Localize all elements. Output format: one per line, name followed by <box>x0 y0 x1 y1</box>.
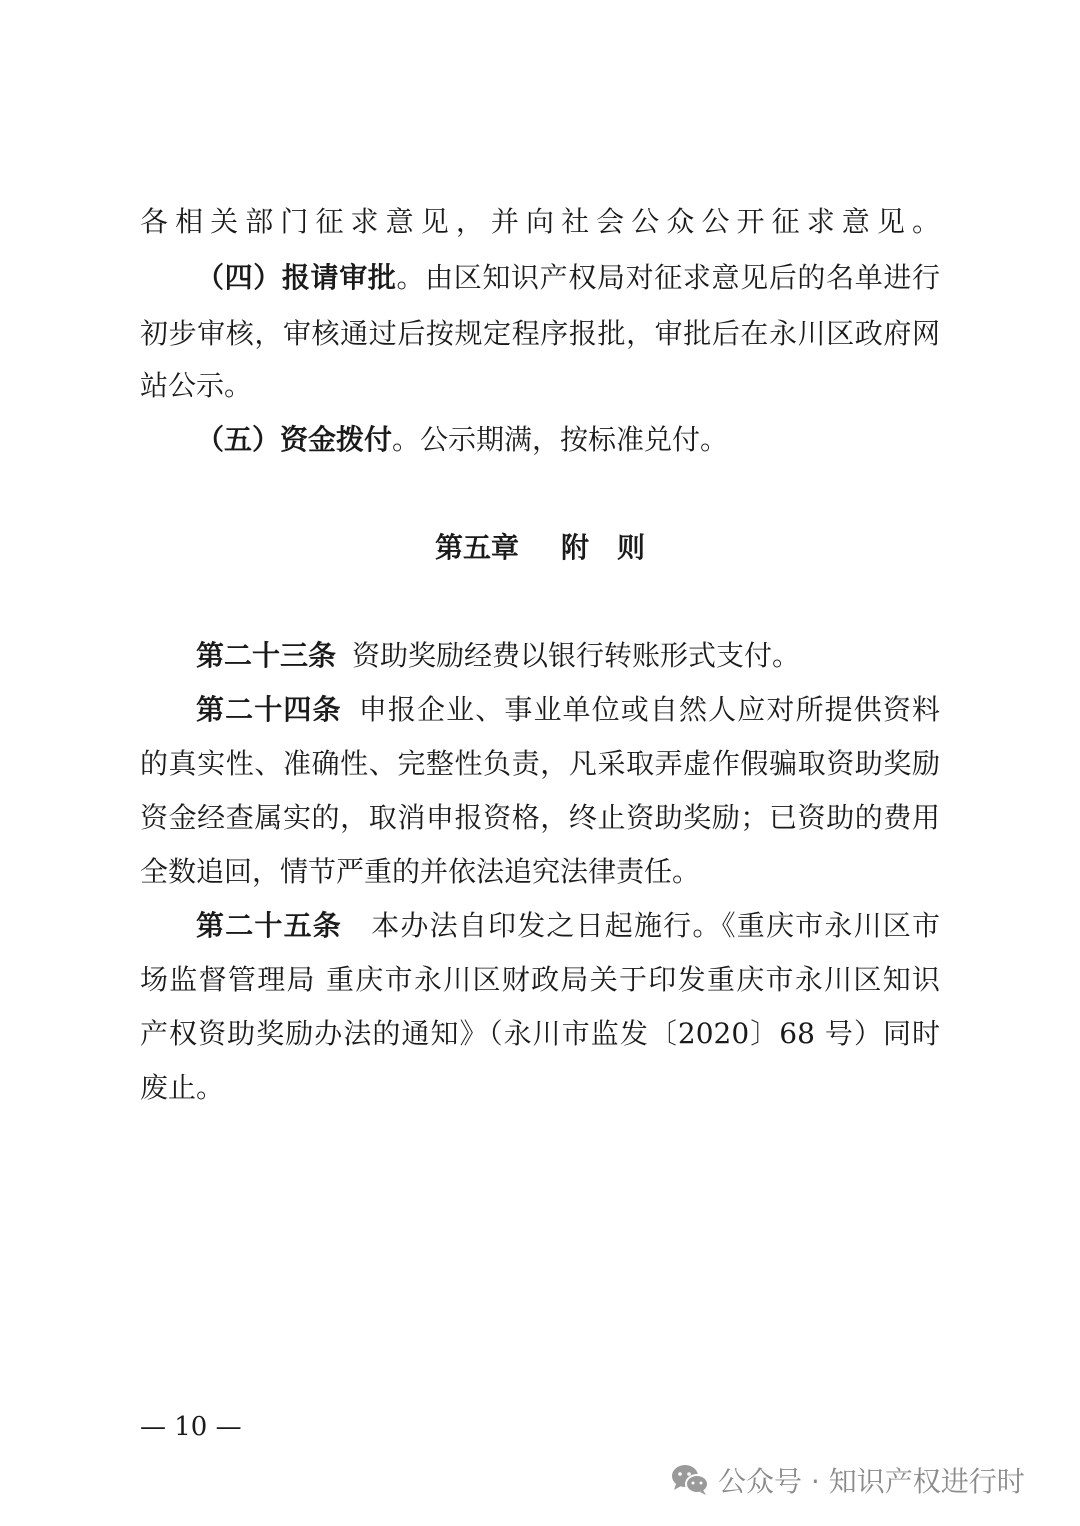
paragraph-line <box>140 314 940 354</box>
line-text: 站公示。 <box>140 369 253 402</box>
line-text: 初步审核，审核通过后按规定程序报批，审批后在永川区政府网 <box>140 317 940 350</box>
line-text: 。由区知识产权局对征求意见后的名单进行 <box>396 261 940 294</box>
article-line <box>140 1068 940 1108</box>
watermark <box>670 1458 1025 1502</box>
line-text: 资金经查属实的，取消申报资格，终止资助奖励；已资助的费用 <box>140 801 940 834</box>
article-line <box>196 690 940 730</box>
article-line <box>196 636 940 676</box>
line-text: 资助奖励经费以银行转账形式支付。 <box>352 639 801 672</box>
line-text: 废止。 <box>140 1071 225 1104</box>
wechat-icon <box>670 1463 710 1497</box>
line-text: 各相关部门征求意见，并向社会公众公开征求意见。 <box>140 205 940 238</box>
chapter-number: 第五章 <box>434 531 519 564</box>
section-lead: （四）报请审批 <box>196 261 397 294</box>
paragraph-line <box>140 202 940 242</box>
page-number: — 10 — <box>140 1412 242 1442</box>
line-text: 申报企业、事业单位或自然人应对所提供资料 <box>357 693 940 726</box>
line-text: 场监督管理局 重庆市永川区财政局关于印发重庆市永川区知识 <box>140 963 940 996</box>
article-line <box>140 852 940 892</box>
line-text: 本办法自印发之日起施行。《重庆市永川区市 <box>370 909 940 942</box>
section-lead: （五）资金拨付 <box>196 423 393 456</box>
article-line <box>140 1014 940 1054</box>
line-text: 的真实性、准确性、完整性负责，凡采取弄虚作假骗取资助奖励 <box>140 747 940 780</box>
paragraph-line <box>196 258 940 298</box>
line-text: 产权资助奖励办法的通知》（永川市监发〔2020〕68 号）同时 <box>140 1017 940 1050</box>
article-line <box>140 960 940 1000</box>
paragraph-line <box>140 366 940 406</box>
article-number: 第二十三条 <box>196 639 337 672</box>
watermark-text: 公众号 · 知识产权进行时 <box>718 1465 1025 1498</box>
chapter-heading <box>0 526 1080 570</box>
line-text: 全数追回，情节严重的并依法追究法律责任。 <box>140 855 701 888</box>
article-line <box>140 798 940 838</box>
chapter-title-char: 则 <box>617 531 646 564</box>
chapter-title-char: 附 <box>560 531 589 564</box>
article-number: 第二十四条 <box>196 693 342 726</box>
line-text: 。公示期满，按标准兑付。 <box>392 423 729 456</box>
article-line <box>196 906 940 946</box>
article-number: 第二十五条 <box>196 909 342 942</box>
paragraph-line <box>196 420 940 460</box>
article-line <box>140 744 940 784</box>
